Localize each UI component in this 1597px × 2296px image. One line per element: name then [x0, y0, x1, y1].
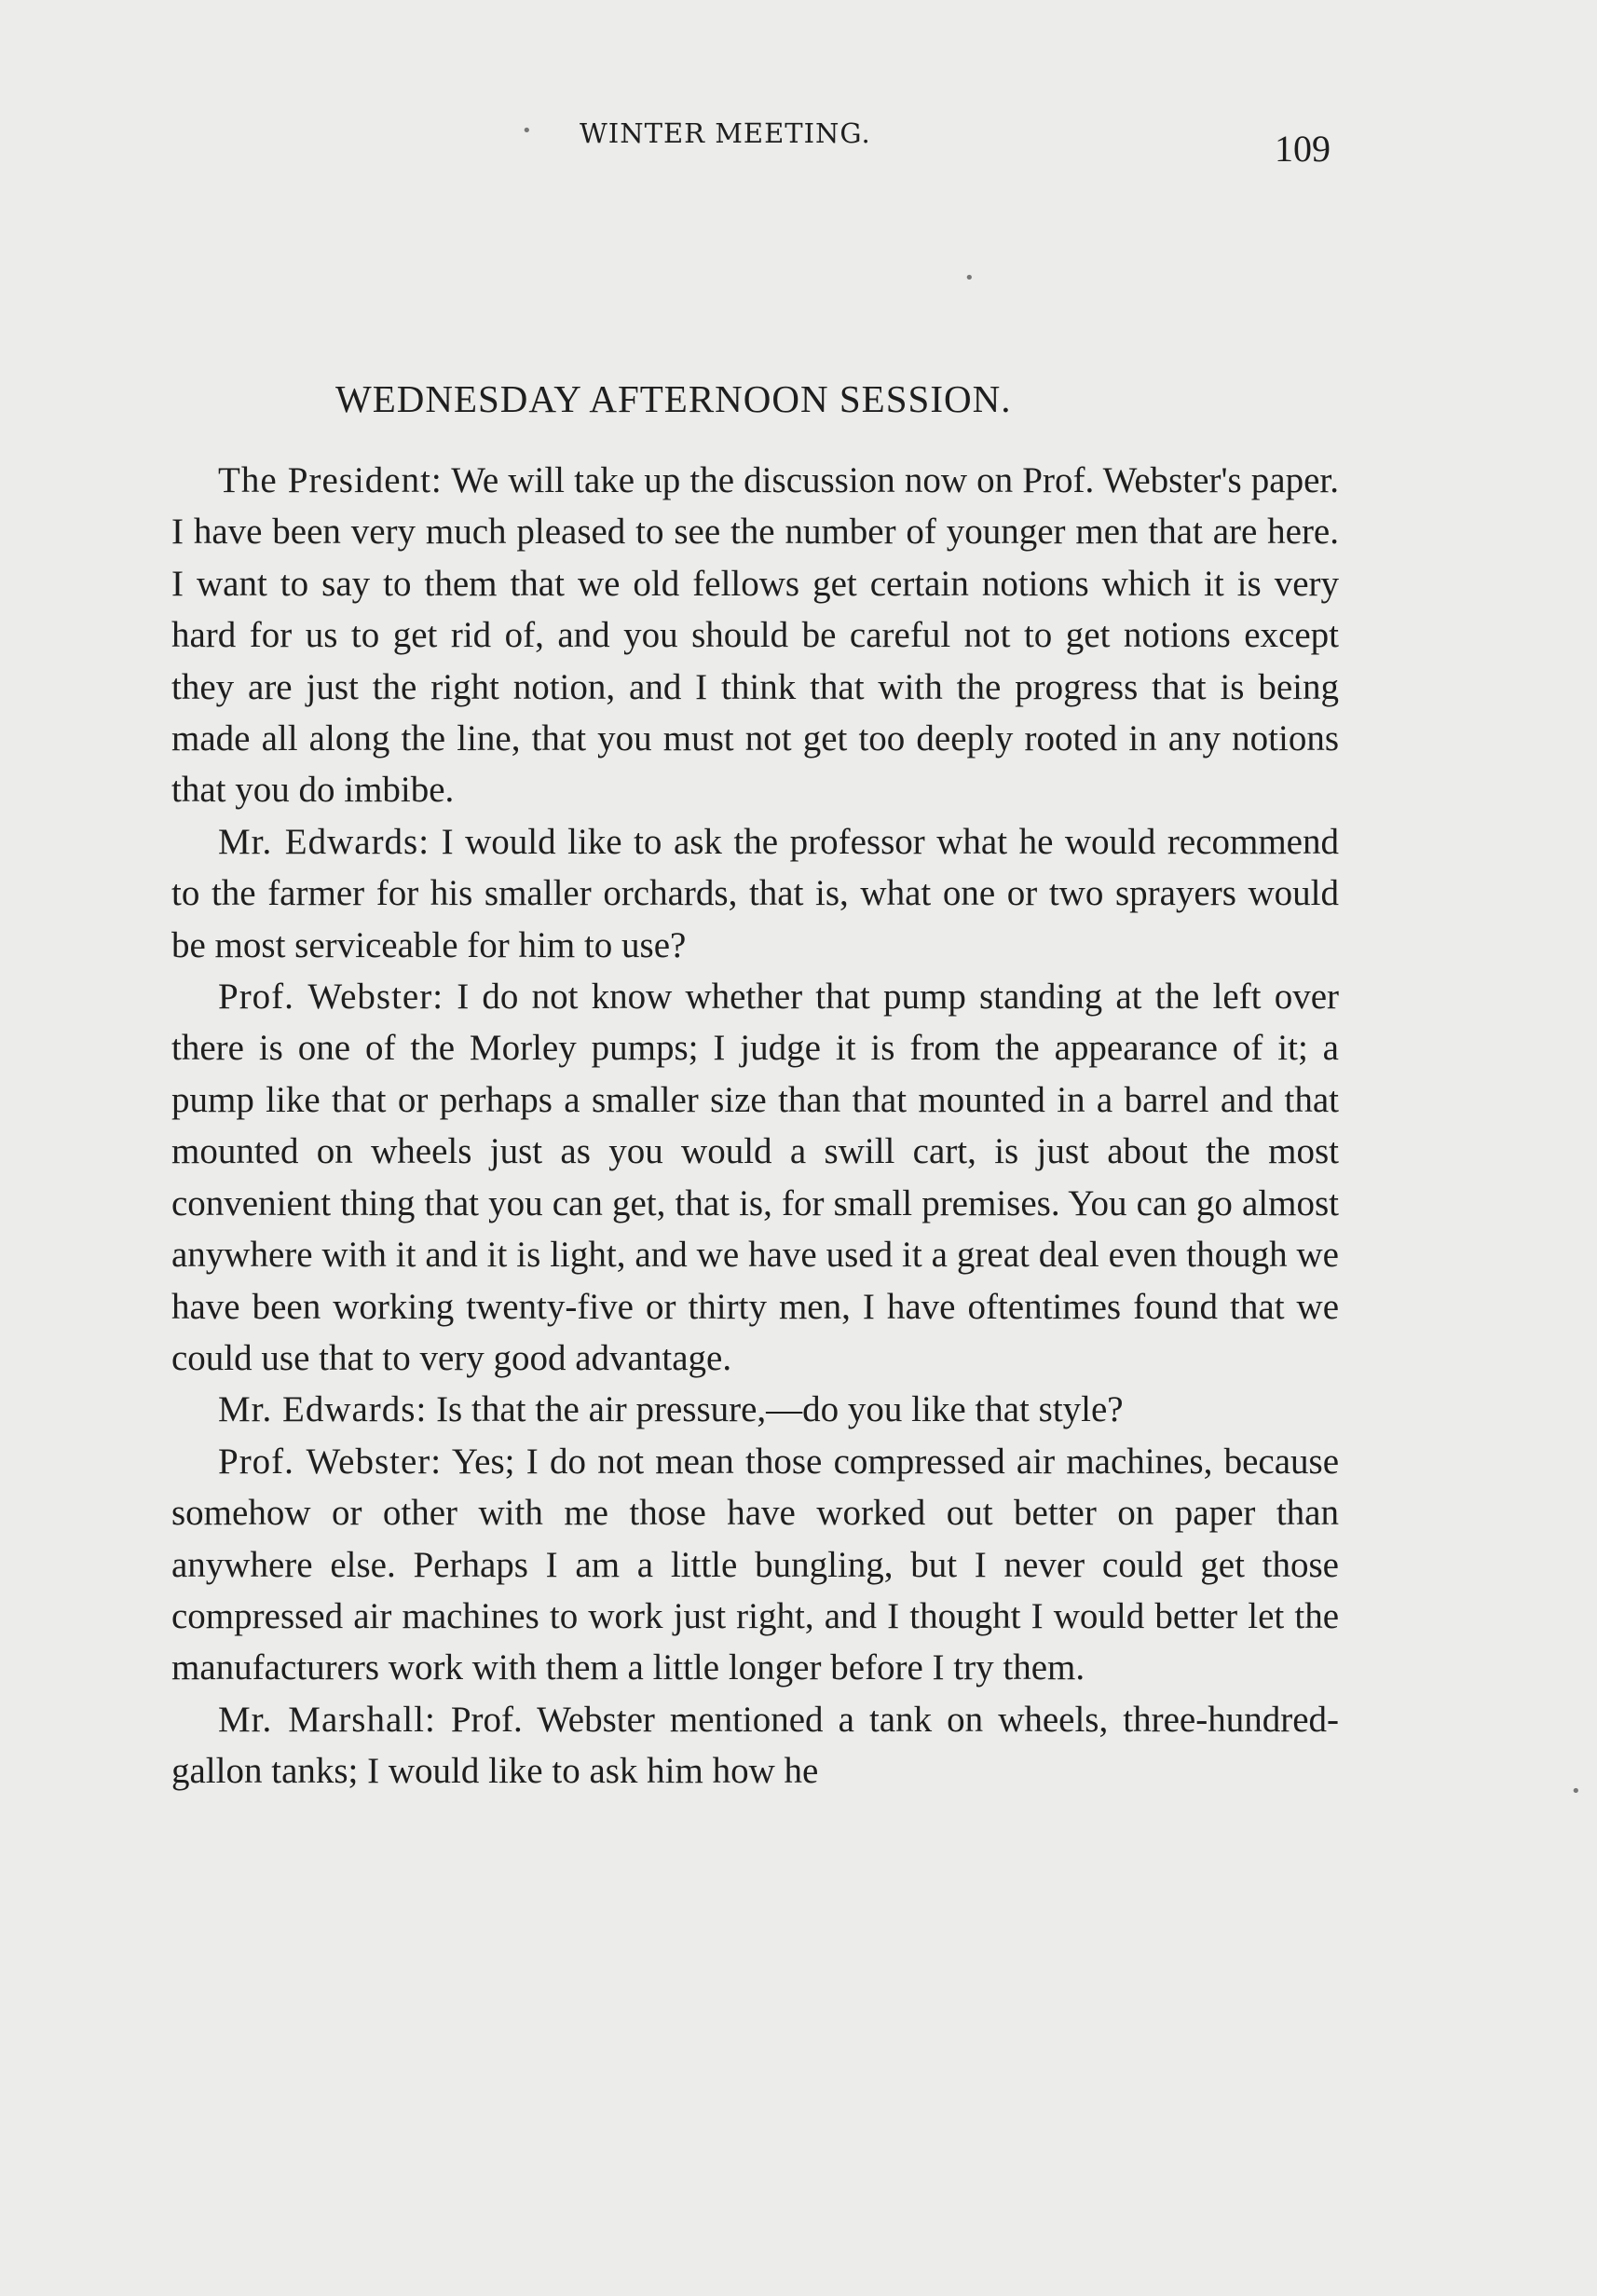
scan-speck: •	[1571, 1782, 1581, 1801]
speaker-label: The President:	[218, 460, 443, 500]
paragraph-text: I do not know whether that pump standing at the left over there is one of the Morley pumps; I judge it is from the appearance of it; a pump like that or perhaps a smaller size than that mounted in a barrel and that mounted on wheels just as you would a swill cart, is just about the most convenient thing that you can get, that is, for small premises. You can go almost anywhere with it and it is light, and we have used it a great deal even though we have been working twenty-five or thirty men, I have oftentimes found that we could use that to very good advantage.	[171, 977, 1339, 1378]
speaker-label: Prof. Webster:	[218, 1441, 443, 1482]
paragraph-text: Prof. Webster mentioned a tank on wheels, three-hundred-gallon tanks; I would like to ask him how he	[171, 1699, 1339, 1792]
paragraph-text: We will take up the discussion now on Prof. Webster's paper. I have been very much pleased to see the number of younger men that are here. I want to say to them that we old fellows get certain notions which it is very hard for us to get rid of, and you should be careful not to get notions except they are just the right notion, and I think that with the progress that is being made all along the line, that you must not get too deeply rooted in any notions that you do imbibe.	[171, 460, 1339, 811]
paragraph-president	[171, 455, 1339, 816]
page-number: 109	[1275, 128, 1331, 170]
speaker-label: Mr. Edwards:	[218, 821, 430, 862]
paragraph-webster-2	[171, 1436, 1339, 1694]
running-head: WINTER MEETING.	[580, 117, 871, 149]
speaker-label: Mr. Edwards:	[218, 1389, 428, 1430]
paragraph-edwards-2	[171, 1384, 1339, 1435]
body-text	[171, 455, 1339, 1797]
paragraph-text: I would like to ask the professor what he would recommend to the farmer for his smaller orchards, that is, what one or two sprayers would be most serviceable for him to use?	[171, 821, 1339, 965]
paragraph-text: Is that the air pressure,—do you like that style?	[436, 1389, 1124, 1430]
speaker-label: Prof. Webster:	[218, 977, 444, 1018]
paragraph-edwards-1	[171, 816, 1339, 971]
session-title: WEDNESDAY AFTERNOON SESSION.	[335, 377, 1012, 420]
speaker-label: Mr. Marshall:	[218, 1699, 436, 1740]
scan-speck: •	[964, 268, 975, 288]
paragraph-webster-1	[171, 971, 1339, 1384]
scan-speck: •	[522, 121, 532, 141]
paragraph-text: Yes; I do not mean those compressed air machines, because somehow or other with me those have worked out better on paper than anywhere else. Perhaps I am a little bungling, but I never could get those compressed air machines to work just right, and I thought I would better let the manufacturers work with them a little longer before I try them.	[171, 1441, 1340, 1688]
paragraph-marshall	[171, 1694, 1339, 1797]
